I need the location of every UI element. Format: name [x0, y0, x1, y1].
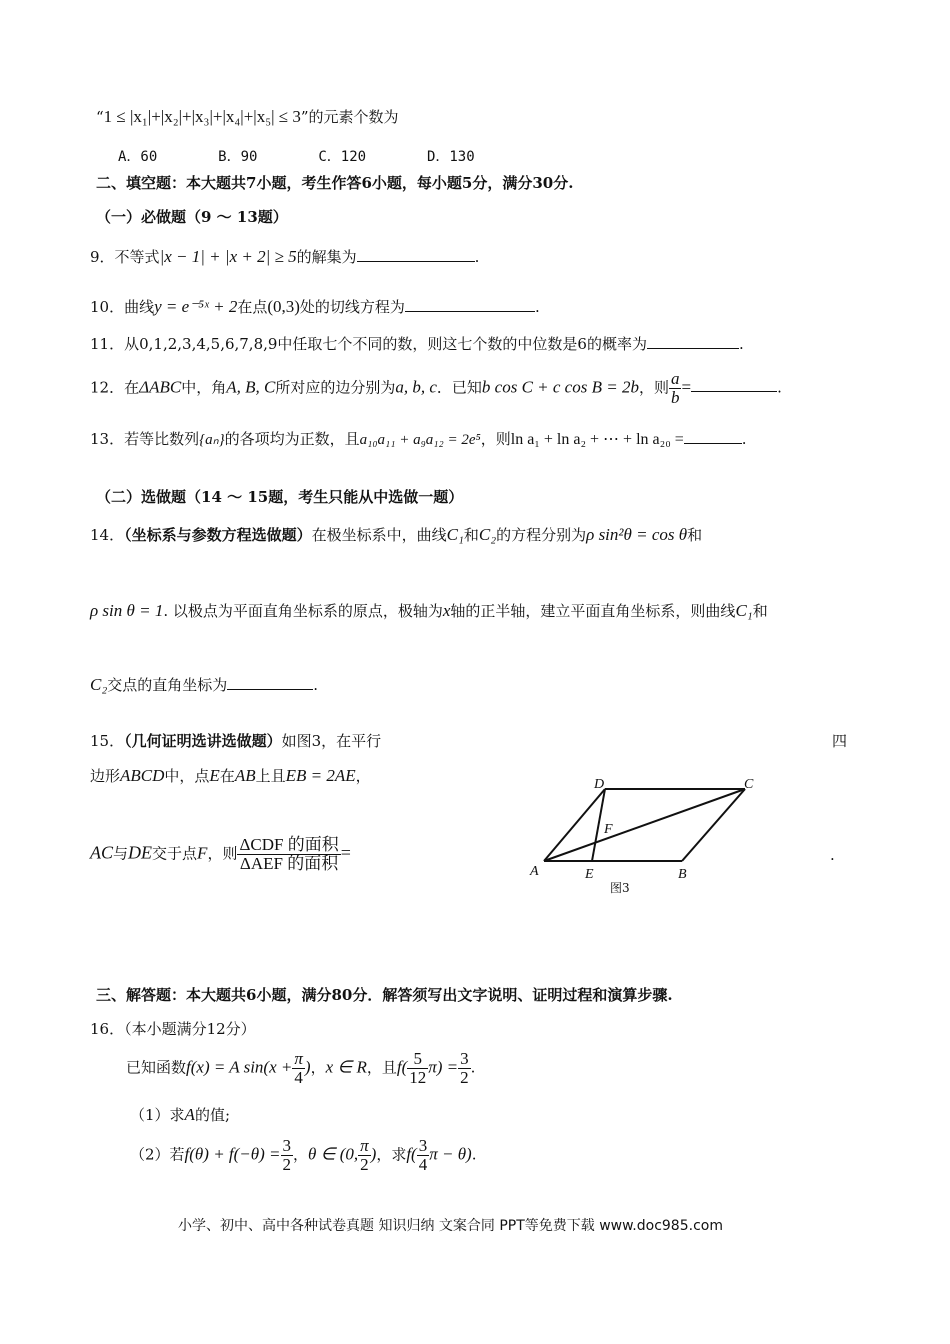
q12-text3: 所对应的边分别为 [275, 378, 396, 397]
q16-p2f: f( [406, 1144, 417, 1164]
q16-p1: （1）求 [130, 1106, 185, 1124]
figure-caption: 图3 [610, 881, 630, 895]
section2-required: （一）必做题（9 ～ 13题） [96, 208, 288, 226]
q16-p2: （2）若 [130, 1145, 185, 1164]
option-b: B．90 [218, 149, 258, 165]
q9-expr: |x − 1| + |x + 2| ≥ 5 [159, 247, 297, 266]
q12-eq: b cos C + c cos B = 2b [481, 377, 639, 397]
q14-eq2: ρ sin θ = 1 [90, 601, 164, 620]
q15-eq: EB = 2AE [285, 766, 356, 785]
q16-tclose: ) [370, 1144, 377, 1164]
q12-text1: 在 [124, 378, 140, 397]
q14-tag: （坐标系与参数方程选做题） [124, 526, 312, 544]
q15-text6: 交于点 [152, 844, 198, 863]
q16-four: 4 [294, 1067, 303, 1087]
label-c: C [744, 777, 754, 792]
q15-text4: 在 [219, 767, 235, 785]
label-d: D [594, 777, 605, 792]
option-c: C．120 [318, 149, 367, 165]
q15-si: 四 [832, 732, 848, 750]
q14-text3: . 以极点为平面直角坐标系的原点，极轴为 [163, 602, 443, 620]
section3-title: 三、解答题：本大题共6小题，满分80分．解答须写出文字说明、证明过程和演算步骤. [96, 986, 673, 1004]
q8-options [118, 146, 475, 166]
q12-angles: A, B, C [226, 377, 276, 397]
q13-answer-blank[interactable] [684, 429, 742, 444]
q16-pi-over-4 [292, 1050, 305, 1087]
q14-and: 和 [463, 526, 479, 544]
q10-expr: y = e⁻⁵ˣ + 2 [154, 297, 238, 316]
q16-p2four: 4 [418, 1154, 428, 1174]
q16-three: 3 [460, 1049, 469, 1068]
q16-fval: f( [396, 1057, 408, 1077]
q11-answer-blank[interactable] [647, 334, 739, 349]
q15-text1: 如图3，在平行 [281, 732, 382, 750]
q16-dot: . [470, 1058, 476, 1077]
q14-c2: C₂ [478, 525, 497, 544]
q15-fraction [237, 836, 340, 873]
q15-frac-num: ΔCDF 的面积 [239, 835, 339, 854]
q15-text7: ，则 [207, 844, 238, 863]
q14-answer-blank[interactable] [227, 675, 313, 690]
q15-text2: 边形 [90, 767, 121, 785]
q13-text1: 若等比数列 [124, 430, 200, 448]
q10-end: . [534, 298, 540, 316]
q12-text4: ．已知 [436, 378, 482, 397]
q14-line3 [90, 674, 318, 695]
q15-yu: 与 [113, 844, 129, 863]
q16-given1: 已知函数 [126, 1058, 187, 1077]
section2-optional: （二）选做题（14 ～ 15题，考生只能从中选做一题） [96, 488, 464, 506]
q16-p1a: A [184, 1105, 195, 1124]
q16-p2ask: ，求 [376, 1145, 407, 1164]
q15-f: F [197, 843, 208, 863]
q14-eq1: ρ sin²θ = cos θ [586, 525, 688, 544]
q13-seq: {aₙ} [199, 432, 225, 448]
q10 [90, 296, 540, 317]
q12-frac-den: b [670, 387, 680, 407]
q12-text5: ，则 [638, 378, 669, 397]
q14-x: x [442, 601, 451, 620]
q16-pi2: π) = [428, 1057, 459, 1077]
q16-three-halves [458, 1050, 471, 1087]
q16-p2two: 2 [282, 1154, 292, 1174]
q16-theta: θ ∈ (0, [308, 1144, 359, 1164]
q15-comma: ， [355, 767, 371, 785]
q9-answer-blank[interactable] [357, 247, 475, 262]
q15-de: DE [128, 842, 153, 863]
q13 [90, 428, 747, 449]
option-d: D．130 [426, 149, 475, 165]
q8-suffix: ”的元素个数为 [300, 108, 399, 126]
q14-text2: 的方程分别为 [496, 526, 587, 544]
q14-text5: 交点的直角坐标为 [107, 676, 228, 694]
q16-tpi: π [360, 1136, 369, 1155]
q13-eq: a₁₀a₁₁ + a₉a₁₂ = 2e⁵ [359, 432, 481, 448]
q16-twelve: 12 [409, 1067, 427, 1087]
q15-ab: AB [234, 766, 256, 785]
q11 [90, 333, 744, 354]
q12 [90, 370, 782, 407]
q15-text5: 上且 [255, 767, 286, 785]
q16-header: 16．（本小题满分12分） [90, 1020, 256, 1038]
q12-num: 12． [90, 378, 125, 397]
label-f: F [604, 822, 613, 837]
q16-p1b: 的值; [194, 1106, 230, 1124]
q15-num: 15． [90, 732, 125, 750]
q11-end: . [738, 335, 744, 353]
q15-line3 [90, 836, 351, 873]
q13-text2: 的各项均为正数，且 [224, 430, 360, 448]
q13-sum: ln a₁ + ln a₂ + ⋯ + ln a₂₀ = [510, 431, 684, 448]
q14-c1: C₁ [446, 525, 464, 544]
q15-e: E [209, 766, 220, 785]
q13-text3: ，则 [480, 430, 511, 448]
q8-condition [96, 106, 399, 127]
q16-fx: f(x) = A sin(x + [186, 1057, 293, 1077]
label-b: B [678, 867, 687, 882]
q12-frac-num: a [670, 369, 680, 388]
q10-text2: 在点 [237, 298, 268, 316]
q14-c1b: C₁ [735, 601, 753, 620]
q9-end: . [474, 248, 480, 266]
q12-fraction [669, 370, 682, 407]
q16-p2eq: f(θ) + f(−θ) = [184, 1144, 281, 1164]
q14-and3: 和 [752, 602, 768, 620]
q16-comma1: ， [310, 1058, 326, 1077]
page-footer[interactable]: 小学、初中、高中各种试卷真题 知识归纳 文案合同 PPT等免费下载 www.doc985.com [178, 1218, 723, 1234]
q16-two: 2 [460, 1067, 469, 1087]
q14-num: 14． [90, 526, 125, 544]
option-a: A．60 [118, 149, 158, 165]
q16-and: ，且 [366, 1058, 397, 1077]
q16-five: 5 [407, 1050, 428, 1069]
q14-line1 [90, 524, 702, 545]
q15-text3: 中，点 [164, 767, 210, 785]
q14-end: . [313, 676, 319, 694]
q9-text1: 不等式 [114, 248, 160, 266]
figure-3 [520, 768, 770, 903]
q16-ttwo: 2 [360, 1154, 369, 1174]
q16-p2end: . [471, 1145, 477, 1164]
q15-line2 [90, 765, 371, 786]
q14-text4: 轴的正半轴，建立平面直角坐标系，则曲线 [450, 602, 736, 620]
q16-five-twelfths [407, 1050, 428, 1087]
q10-answer-blank[interactable] [405, 297, 535, 312]
q15-end: . [830, 846, 835, 864]
q16-given [126, 1050, 475, 1087]
q8-expr: 1 ≤ |x₁|+|x₂|+|x₃|+|x₄|+|x₅| ≤ 3 [103, 107, 301, 126]
q15-line1 [90, 730, 381, 751]
q15-tag: （几何证明选讲选做题） [124, 732, 282, 750]
q10-text1: 曲线 [124, 298, 155, 316]
q12-text2: 中，角 [181, 378, 227, 397]
q8-prefix: “ [96, 108, 104, 126]
q16-close: ) [304, 1057, 311, 1077]
label-e: E [585, 867, 594, 882]
label-a: A [530, 864, 539, 879]
q15-abcd: ABCD [120, 766, 165, 785]
q12-end: . [777, 378, 782, 397]
q10-num: 10． [90, 298, 125, 316]
q16-pi-over-2 [358, 1137, 371, 1174]
q13-num: 13． [90, 430, 125, 448]
q10-text3: 处的切线方程为 [299, 298, 405, 316]
q16-p2rest: π − θ) [429, 1144, 472, 1164]
q16-part2 [130, 1137, 477, 1174]
q15-eqsign: = [340, 842, 351, 863]
section2-title: 二、填空题：本大题共7小题，考生作答6小题，每小题5分，满分30分. [96, 174, 574, 192]
q12-triangle: ΔABC [139, 377, 182, 397]
q16-xr: x ∈ R [325, 1057, 367, 1077]
q14-c2b: C₂ [90, 675, 108, 694]
q16-three-quarters [417, 1137, 430, 1174]
q10-point: (0,3) [267, 297, 300, 316]
q12-answer-blank[interactable] [691, 377, 777, 392]
q9-text2: 的解集为 [296, 248, 357, 266]
q16-p2comma: ， [293, 1145, 309, 1164]
q12-eqsign: = [681, 377, 692, 397]
q9 [90, 246, 479, 267]
q16-p2three2: 3 [418, 1136, 428, 1155]
q16-p2-three-halves [281, 1137, 294, 1174]
q16-part1 [130, 1104, 230, 1125]
q14-and2: 和 [687, 526, 703, 544]
q15-frac-den: ΔAEF 的面积 [239, 853, 339, 873]
q15-ac: AC [90, 842, 114, 863]
q14-text1: 在极坐标系中，曲线 [311, 526, 447, 544]
q14-line2 [90, 600, 768, 621]
q9-num: 9． [90, 248, 115, 266]
q13-end: . [741, 430, 747, 448]
q16-pi: π [294, 1049, 303, 1068]
q11-text: 11．从0,1,2,3,4,5,6,7,8,9中任取七个不同的数，则这七个数的中位数是6的概率为 [90, 335, 647, 353]
q12-sides: a, b, c [395, 377, 437, 397]
q16-p2three: 3 [282, 1136, 292, 1155]
